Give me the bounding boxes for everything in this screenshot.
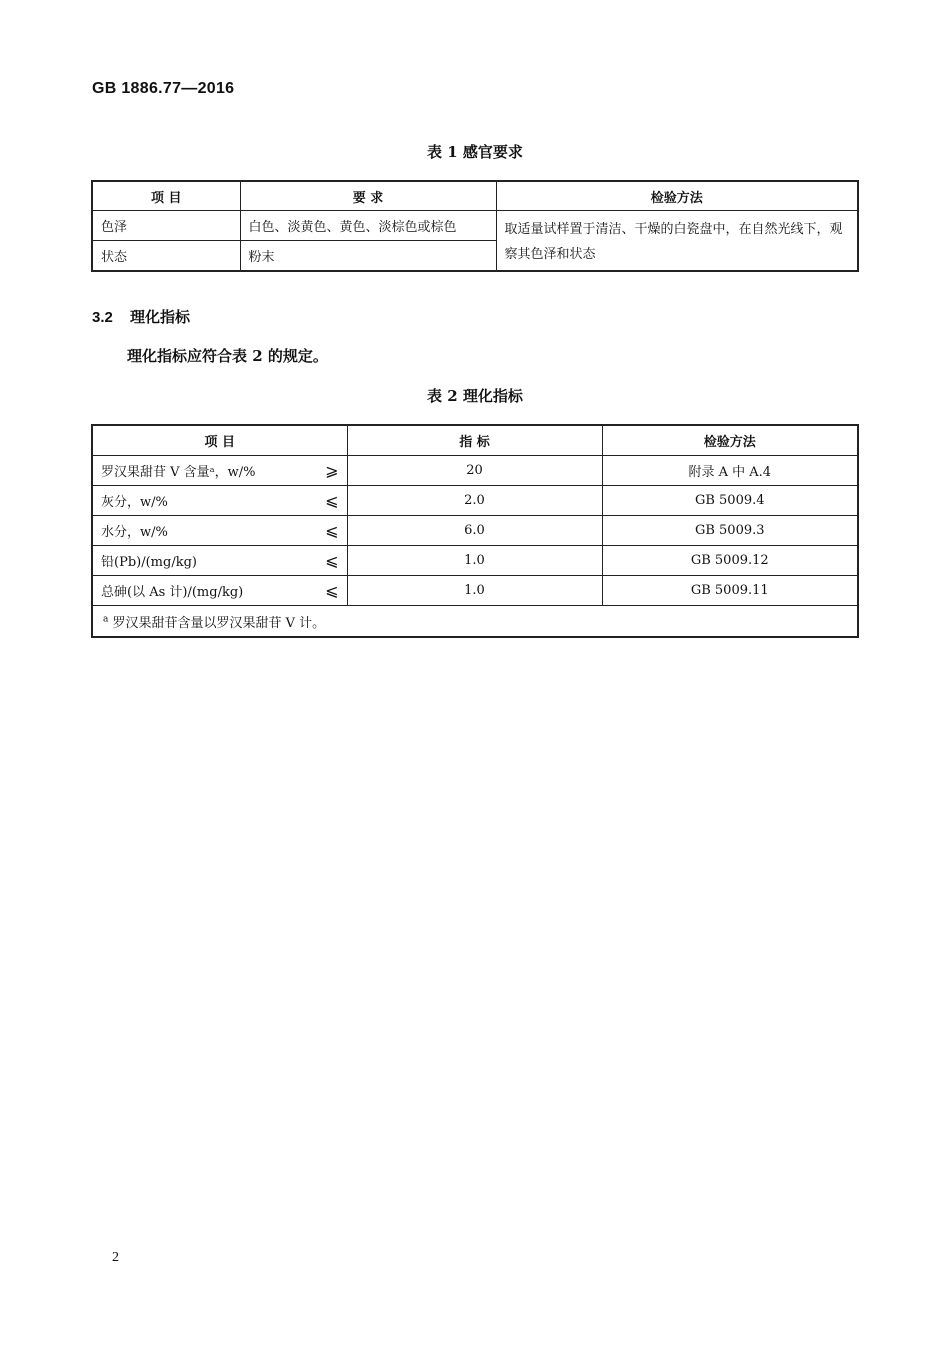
row-item-cell: [92, 576, 347, 606]
standard-number: GB 1886.77—2016: [92, 80, 235, 97]
section-text: 理化指标应符合表 2 的规定。: [127, 347, 328, 365]
table-header-row: [92, 425, 858, 456]
row-item: 灰分，w/%: [101, 495, 168, 510]
comparison-symbol: ⩽: [325, 521, 339, 540]
table-row: [92, 456, 858, 486]
row-item: 罗汉果甜苷 V 含量ᵃ，w/%: [101, 465, 256, 480]
row-item-cell: [92, 486, 347, 516]
table1-caption: 表 1 感官要求: [427, 143, 523, 161]
table-row: [92, 576, 858, 606]
row-method: GB 5009.12: [602, 546, 858, 576]
column-header-indicator: 指 标: [347, 425, 602, 456]
section-heading: [92, 306, 190, 327]
row-item: 状态: [92, 241, 240, 272]
row-value: 1.0: [347, 576, 602, 606]
row-item: 色泽: [92, 211, 240, 241]
row-method: GB 5009.3: [602, 516, 858, 546]
table-header-row: [92, 181, 858, 211]
comparison-symbol: ⩽: [325, 491, 339, 510]
row-item-cell: [92, 546, 347, 576]
footnote-text: 罗汉果甜苷含量以罗汉果甜苷 V 计。: [112, 615, 326, 631]
row-value: 20: [347, 456, 602, 486]
row-method: 附录 A 中 A.4: [602, 456, 858, 486]
table-row: [92, 546, 858, 576]
column-header-method: 检验方法: [496, 181, 858, 211]
sensory-requirements-table: [91, 180, 859, 272]
physicochemical-indicators-table: [91, 424, 859, 638]
row-requirement: 白色、淡黄色、黄色、淡棕色或棕色: [240, 211, 496, 241]
table-footnote: [92, 606, 858, 638]
table-row: [92, 516, 858, 546]
row-item: 水分，w/%: [101, 525, 168, 540]
row-requirement: 粉末: [240, 241, 496, 272]
comparison-symbol: ⩽: [325, 581, 339, 600]
footnote-row: [92, 606, 858, 638]
column-header-item: 项 目: [92, 425, 347, 456]
row-value: 2.0: [347, 486, 602, 516]
row-item-cell: [92, 516, 347, 546]
table-row: [92, 211, 858, 241]
section-title: 理化指标: [130, 308, 191, 326]
column-header-item: 项 目: [92, 181, 240, 211]
comparison-symbol: ⩽: [325, 551, 339, 570]
row-item: 总砷(以 As 计)/(mg/kg): [101, 585, 244, 600]
comparison-symbol: ⩾: [325, 461, 339, 480]
page-number: 2: [112, 1250, 119, 1265]
footnote-mark: a: [103, 614, 109, 625]
column-header-method: 检验方法: [602, 425, 858, 456]
row-method: GB 5009.4: [602, 486, 858, 516]
table2-caption: 表 2 理化指标: [427, 387, 523, 405]
column-header-requirement: 要 求: [240, 181, 496, 211]
section-number: 3.2: [92, 309, 113, 326]
row-item: 铅(Pb)/(mg/kg): [101, 555, 197, 570]
row-value: 6.0: [347, 516, 602, 546]
row-method: 取适量试样置于清洁、干燥的白瓷盘中，在自然光线下，观察其色泽和状态: [496, 211, 858, 272]
row-value: 1.0: [347, 546, 602, 576]
table-row: [92, 486, 858, 516]
row-method: GB 5009.11: [602, 576, 858, 606]
row-item-cell: [92, 456, 347, 486]
